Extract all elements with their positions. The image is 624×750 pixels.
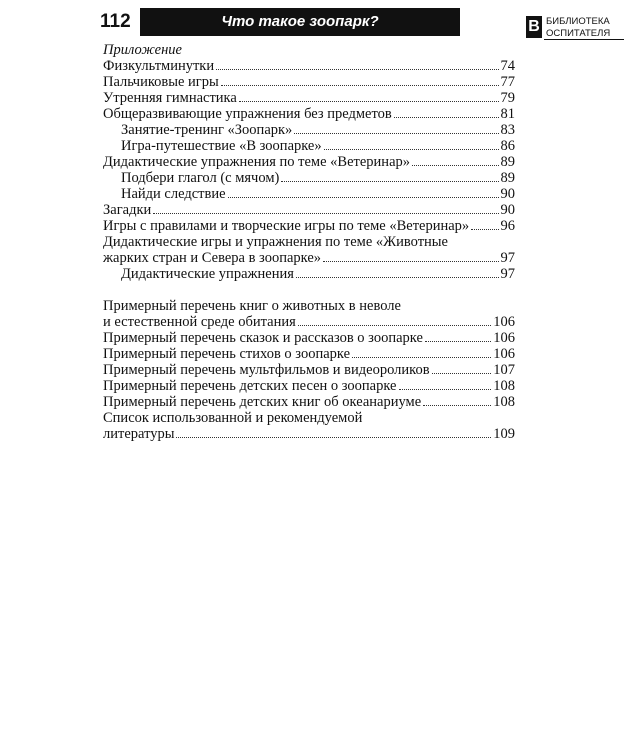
toc-entry	[103, 394, 515, 410]
toc-entry-page: 79	[500, 90, 515, 106]
toc-entry-title: Игры с правилами и творческие игры по теме «Ветеринар»	[103, 218, 470, 234]
dot-leader	[239, 101, 499, 102]
toc-entry-title-line1: Дидактические игры и упражнения по теме «Животные	[103, 234, 448, 250]
dot-leader	[425, 341, 491, 342]
toc-entry-page: 81	[500, 106, 515, 122]
toc-entry-title: и естественной среде обитания	[103, 314, 296, 330]
toc-entry-page: 89	[500, 170, 515, 186]
toc-entry-title-line1: Примерный перечень книг о животных в неволе	[103, 298, 401, 314]
dot-leader	[216, 69, 498, 70]
series-logo-icon: B	[526, 16, 542, 38]
dot-leader	[296, 277, 499, 278]
toc-entry-page: 97	[500, 250, 515, 266]
toc-entry	[103, 314, 515, 330]
dot-leader	[423, 405, 491, 406]
dot-leader	[221, 85, 499, 86]
toc-entry-title-line1: Список использованной и рекомендуемой	[103, 410, 363, 426]
toc-entry	[103, 90, 515, 106]
toc-entry-title: жарких стран и Севера в зоопарке»	[103, 250, 322, 266]
page-number: 112	[100, 11, 131, 32]
dot-leader	[324, 149, 499, 150]
toc-entry	[103, 106, 515, 122]
toc-entry-title: Утренняя гимнастика	[103, 90, 237, 106]
toc-entry-page: 83	[500, 122, 515, 138]
series-badge	[526, 13, 616, 45]
toc-entry	[103, 74, 515, 90]
dot-leader	[153, 213, 498, 214]
toc-subentry	[103, 186, 515, 202]
dot-leader	[394, 117, 499, 118]
toc-heading: Приложение	[103, 42, 182, 58]
dot-leader	[432, 373, 492, 374]
toc-entry-page: 96	[500, 218, 515, 234]
dot-leader	[412, 165, 498, 166]
toc-entry	[103, 218, 515, 234]
dot-leader	[176, 437, 491, 438]
toc-entry-title: Подбери глагол (с мячом)	[121, 170, 280, 186]
toc-entry-page: 108	[493, 378, 515, 394]
running-title: Что такое зоопарк?	[140, 8, 460, 36]
dot-leader	[298, 325, 491, 326]
toc-entry-title: Дидактические упражнения	[121, 266, 294, 282]
dot-leader	[352, 357, 491, 358]
toc-entry	[103, 154, 515, 170]
series-name-line1: БИБЛИОТЕКА	[546, 16, 610, 27]
toc-entry	[103, 202, 515, 218]
toc-entry-title: Примерный перечень мультфильмов и видеороликов	[103, 362, 430, 378]
dot-leader	[294, 133, 498, 134]
toc-entry-page: 97	[500, 266, 515, 282]
toc-subentry	[103, 138, 515, 154]
toc-entry	[103, 250, 515, 266]
toc-entry-title: Примерный перечень детских книг об океанариуме	[103, 394, 422, 410]
toc-entry-page: 106	[493, 330, 515, 346]
toc-entry-title: Примерный перечень стихов о зоопарке	[103, 346, 351, 362]
toc-entry-title: Занятие-тренинг «Зоопарк»	[121, 122, 293, 138]
toc-entry-page: 89	[500, 154, 515, 170]
toc-entry	[103, 330, 515, 346]
toc-entry-page: 106	[493, 314, 515, 330]
toc-entry	[103, 426, 515, 442]
dot-leader	[471, 229, 498, 230]
toc-entry-page: 107	[493, 362, 515, 378]
toc-entry	[103, 58, 515, 74]
dot-leader	[323, 261, 498, 262]
toc-entry-page: 109	[493, 426, 515, 442]
toc-entry-title: Примерный перечень детских песен о зоопарке	[103, 378, 397, 394]
toc-entry-title: литературы	[103, 426, 175, 442]
toc-entry-page: 74	[500, 58, 515, 74]
toc-entry-page: 108	[493, 394, 515, 410]
toc-entry-title: Дидактические упражнения по теме «Ветеринар»	[103, 154, 411, 170]
toc-entry	[103, 346, 515, 362]
toc-entry-page: 90	[500, 202, 515, 218]
series-underline	[544, 39, 624, 40]
toc-entry-page: 77	[500, 74, 515, 90]
toc-entry-page: 86	[500, 138, 515, 154]
toc-entry	[103, 362, 515, 378]
toc-entry-title: Физкультминутки	[103, 58, 215, 74]
toc-entry-title: Пальчиковые игры	[103, 74, 219, 90]
series-name-line2: ОСПИТАТЕЛЯ	[546, 28, 611, 39]
toc-entry	[103, 378, 515, 394]
dot-leader	[399, 389, 492, 390]
toc-subentry	[103, 170, 515, 186]
toc-entry-page: 90	[500, 186, 515, 202]
toc-entry-title: Примерный перечень сказок и рассказов о зоопарке	[103, 330, 423, 346]
toc-subentry	[103, 266, 515, 282]
toc-entry-page: 106	[493, 346, 515, 362]
toc-entry-title: Найди следствие	[121, 186, 226, 202]
dot-leader	[281, 181, 498, 182]
toc-subentry	[103, 122, 515, 138]
dot-leader	[228, 197, 499, 198]
toc-entry-title: Игра-путешествие «В зоопарке»	[121, 138, 322, 154]
toc-entry-title: Загадки	[103, 202, 152, 218]
table-of-contents	[103, 42, 515, 442]
toc-entry-title: Общеразвивающие упражнения без предметов	[103, 106, 392, 122]
page-header	[100, 8, 611, 39]
